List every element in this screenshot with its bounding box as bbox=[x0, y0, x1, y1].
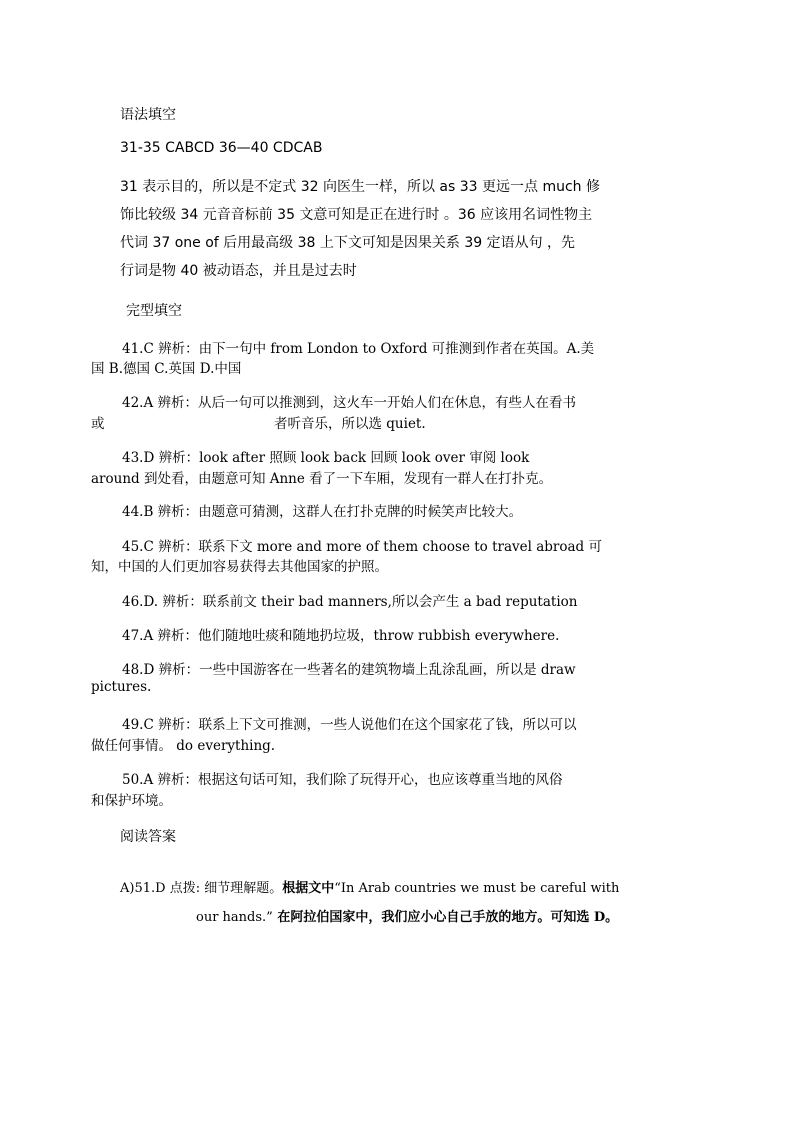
cloze-item-42-line-2: 或 bbox=[91, 416, 105, 432]
grammar-explanation-line-4: 行词是物 40 被动语态，并且是过去时 bbox=[120, 263, 357, 279]
cloze-item-50-line-2: 和保护环境。 bbox=[91, 793, 172, 809]
cloze-heading: 完型填空 bbox=[126, 303, 182, 319]
reading-answer-prefix: A)51.D 点拨: 细节理解题。 bbox=[120, 881, 283, 896]
cloze-item-41-line-1: 41.C 辨析：由下一句中 from London to Oxford 可推测到作者在英国。A.美 bbox=[122, 341, 595, 357]
reading-answer-line-2 bbox=[196, 906, 618, 925]
reading-answer-quote-2: our hands.” bbox=[196, 910, 273, 925]
cloze-item-45-line-1: 45.C 辨析：联系下文 more and more of them choose to travel abroad 可 bbox=[122, 539, 602, 555]
cloze-item-43-line-2: around 到处看，由题意可知 Anne 看了一下车厢，发现有一群人在打扑克。 bbox=[91, 471, 553, 487]
cloze-item-49-line-1: 49.C 辨析：联系上下文可推测，一些人说他们在这个国家花了钱，所以可以 bbox=[122, 717, 577, 733]
cloze-item-41-line-2: 国 B.德国 C.英国 D.中国 bbox=[91, 361, 242, 377]
reading-answer-bold-2: 在阿拉伯国家中，我们应小心自己手放的地方。可知选 D。 bbox=[272, 910, 619, 925]
grammar-explanation-line-2: 饰比较级 34 元音音标前 35 文意可知是正在进行时 。36 应该用名词性物主 bbox=[120, 207, 593, 223]
cloze-item-47-line-1: 47.A 辨析：他们随地吐痰和随地扔垃圾，throw rubbish everywhere. bbox=[122, 628, 560, 644]
grammar-heading: 语法填空 bbox=[120, 107, 176, 123]
reading-answer-quote-1: “In Arab countries we must be careful with bbox=[334, 881, 620, 896]
cloze-item-43-line-1: 43.D 辨析：look after 照顾 look back 回顾 look over 审阅 look bbox=[122, 450, 530, 466]
cloze-item-48-line-1: 48.D 辨析：一些中国游客在一些著名的建筑物墙上乱涂乱画，所以是 draw bbox=[122, 662, 576, 678]
grammar-answers: 31-35 CABCD 36—40 CDCAB bbox=[120, 140, 323, 156]
cloze-item-42-line-1: 42.A 辨析：从后一句可以推测到，这火车一开始人们在休息，有些人在看书 bbox=[122, 395, 577, 411]
cloze-item-42-line-2b: 者听音乐，所以选 quiet. bbox=[274, 416, 426, 432]
cloze-item-45-line-2: 知，中国的人们更加容易获得去其他国家的护照。 bbox=[91, 559, 388, 575]
cloze-item-44-line-1: 44.B 辨析：由题意可猜测，这群人在打扑克牌的时候笑声比较大。 bbox=[122, 504, 523, 520]
grammar-explanation-line-1: 31 表示目的，所以是不定式 32 向医生一样，所以 as 33 更远一点 much 修 bbox=[120, 179, 600, 195]
reading-heading: 阅读答案 bbox=[120, 829, 176, 845]
reading-answer-line-1 bbox=[120, 877, 619, 896]
cloze-item-50-line-1: 50.A 辨析：根据这句话可知，我们除了玩得开心，也应该尊重当地的风俗 bbox=[122, 772, 563, 788]
cloze-item-48-line-2: pictures. bbox=[91, 679, 152, 695]
cloze-item-46-line-1: 46.D. 辨析：联系前文 their bad manners,所以会产生 a bad reputation bbox=[122, 594, 578, 610]
reading-answer-bold-1: 根据文中 bbox=[282, 881, 335, 896]
cloze-item-49-line-2: 做任何事情。 do everything. bbox=[91, 738, 276, 754]
grammar-explanation-line-3: 代词 37 one of 后用最高级 38 上下文可知是因果关系 39 定语从句 ，先 bbox=[120, 235, 576, 251]
